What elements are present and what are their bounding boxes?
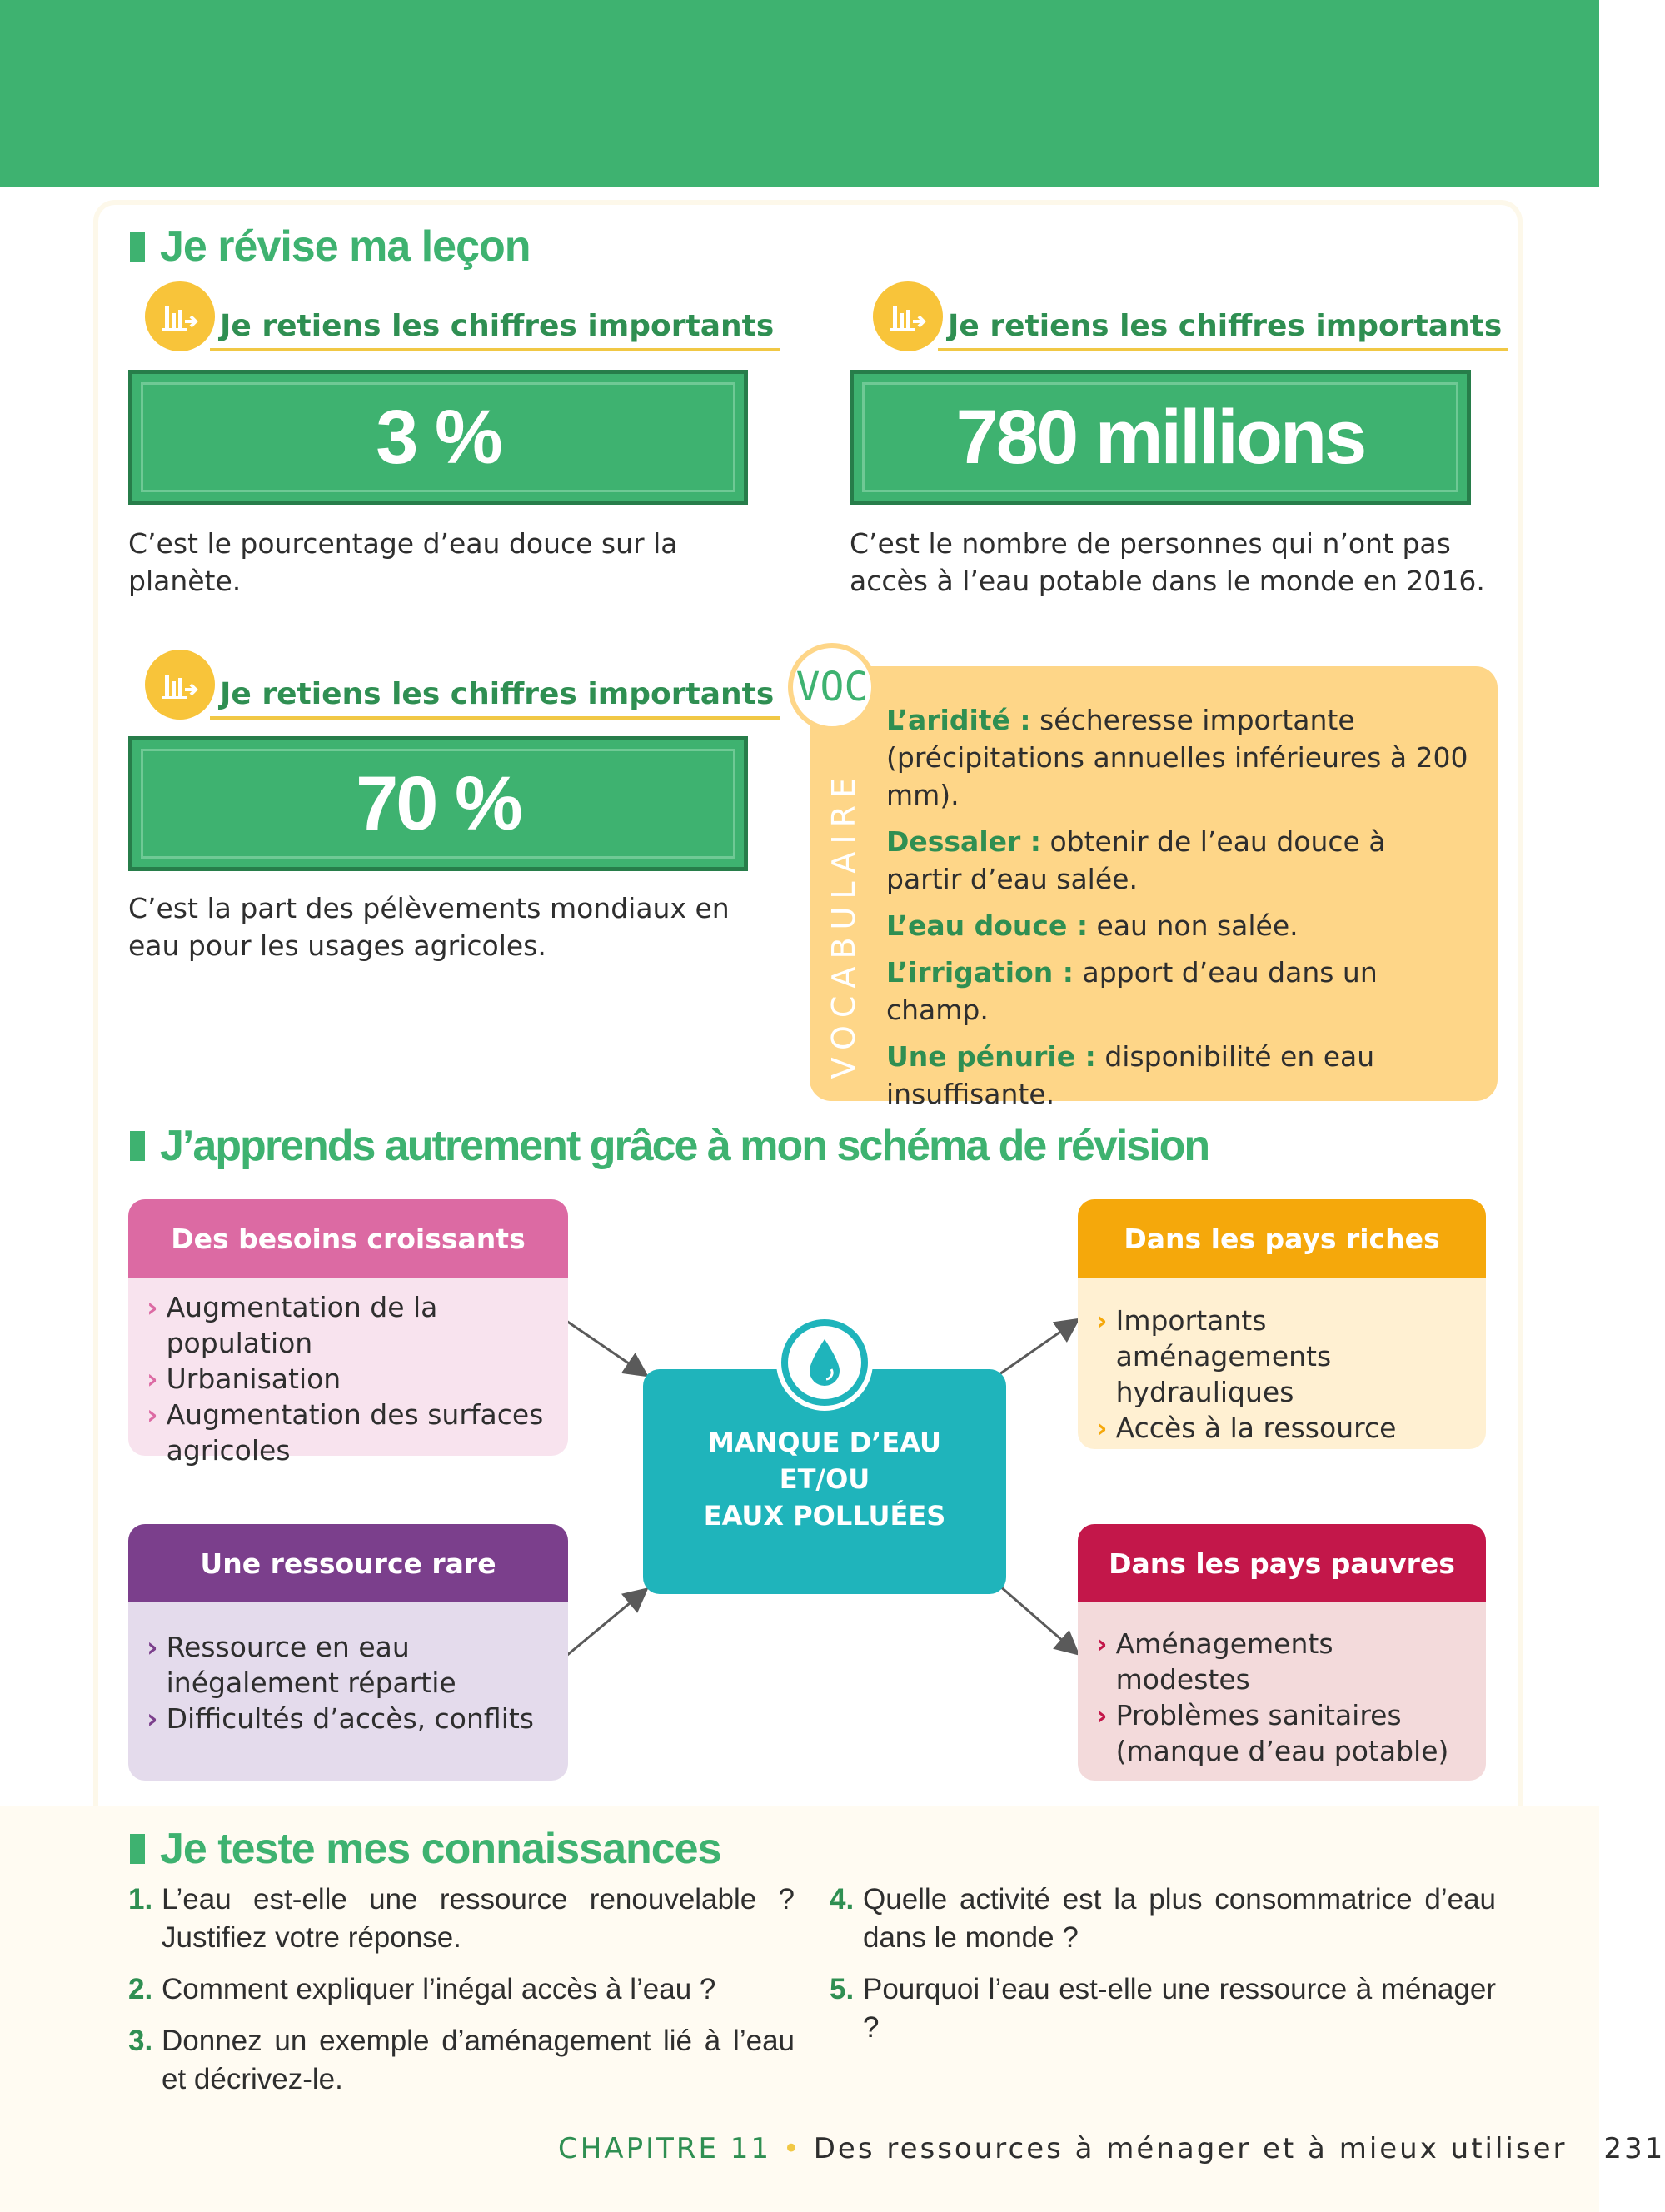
question-text: Quelle activité est la plus consommatrice d’eau dans le monde ? (863, 1883, 1496, 1954)
chevron-right-icon: › (1096, 1699, 1108, 1731)
chevron-right-icon: › (147, 1291, 158, 1323)
question-text: Pourquoi l’eau est-elle une ressource à ménager ? (863, 1973, 1496, 2044)
question-text: Comment expliquer l’inégal accès à l’eau ? (162, 1973, 716, 2005)
vocabulary-definition: disponibilité en eau insuffisante. (886, 1040, 1375, 1110)
figure-caption-2: C’est le nombre de personnes qui n’ont pas accès à l’eau potable dans le monde en 2016. (850, 527, 1485, 597)
card-title: Des besoins croissants (128, 1199, 568, 1278)
card-rich-countries (1078, 1199, 1486, 1449)
question-item (830, 1881, 1496, 1957)
center-line-3: EAUX POLLUÉES (703, 1500, 946, 1532)
figure-caption-3: C’est la part des pélèvements mondiaux en eau pour les usages agricoles. (128, 892, 730, 962)
center-line-1: MANQUE D’EAU (708, 1427, 941, 1458)
question-number: 5. (830, 1973, 855, 2005)
questions-right-column (830, 1881, 1496, 2060)
chevron-right-icon: › (147, 1631, 158, 1663)
list-item-text: Importants aménagements hydrauliques (1115, 1304, 1332, 1408)
list-item (1096, 1697, 1469, 1769)
page-number: 231 (1603, 2132, 1665, 2165)
list-item-text: Augmentation des surfaces agricoles (166, 1398, 544, 1467)
bar-chart-arrow-icon (873, 281, 943, 351)
question-item (830, 1970, 1496, 2047)
list-item (1096, 1626, 1469, 1697)
arrow-rare-to-center (566, 1591, 645, 1656)
question-number: 2. (128, 1973, 153, 2005)
figure-value-2: 780 millions (862, 382, 1458, 492)
card-title: Dans les pays pauvres (1078, 1524, 1486, 1602)
vocabulary-definition: sécheresse importante (précipitations annuelles inférieures à 200 mm). (886, 704, 1468, 811)
list-item (1096, 1303, 1469, 1410)
section-title-text: J’apprends autrement grâce à mon schéma de révision (160, 1122, 1209, 1170)
list-item-text: Accès à la ressource (1115, 1412, 1397, 1444)
list-item-text: Augmentation de la population (166, 1291, 438, 1359)
water-drop-badge (776, 1314, 873, 1411)
question-number: 1. (128, 1883, 153, 1916)
chevron-right-icon: › (147, 1398, 158, 1431)
card-rare-resource (128, 1524, 568, 1781)
figure-label-3: Je retiens les chiffres importants (210, 677, 780, 720)
questions-left-column (128, 1881, 795, 2112)
list-item (147, 1397, 551, 1468)
question-number: 3. (128, 2025, 153, 2057)
water-drop-icon (788, 1326, 861, 1399)
figure-label-2: Je retiens les chiffres importants (938, 309, 1508, 351)
vocabulary-term: Dessaler : (886, 825, 1041, 858)
arrow-center-to-poor (999, 1586, 1076, 1652)
footer-chapter: CHAPITRE 11 (558, 2132, 772, 2165)
chevron-right-icon: › (147, 1702, 158, 1735)
vocabulary-definition: eau non salée. (1096, 909, 1299, 942)
figure-value-1: 3 % (141, 382, 735, 492)
section-title-text: Je teste mes connaissances (160, 1825, 721, 1873)
voc-badge-text: VOC (795, 664, 869, 710)
vocabulary-vertical-text: VOCABULAIRE (825, 770, 862, 1079)
figure-label-1: Je retiens les chiffres importants (210, 309, 780, 351)
card-list (128, 1602, 568, 1736)
footer-chapter-title: Des ressources à ménager et à mieux utiliser (813, 2132, 1568, 2165)
section-title-test (130, 1824, 721, 1874)
section-marker-icon (130, 1834, 145, 1864)
list-item-text: Problèmes sanitaires (manque d’eau potable) (1115, 1699, 1449, 1767)
chevron-right-icon: › (1096, 1627, 1108, 1660)
chevron-right-icon: › (1096, 1304, 1108, 1337)
vocabulary-definition: obtenir de l’eau douce à partir d’eau salée. (886, 825, 1386, 895)
question-text: Donnez un exemple d’aménagement lié à l’eau et décrivez-le. (162, 2025, 795, 2095)
chevron-right-icon: › (1096, 1412, 1108, 1444)
arrow-center-to-rich (999, 1321, 1076, 1374)
vocabulary-definition: apport d’eau dans un champ. (886, 956, 1378, 1026)
center-line-2: ET/OU (779, 1463, 870, 1495)
figure-value-3: 70 % (141, 749, 735, 859)
card-title: Une ressource rare (128, 1524, 568, 1602)
page-footer (558, 2132, 1665, 2165)
question-text: L’eau est-elle une ressource renouvelable ? Justifiez votre réponse. (162, 1883, 795, 1954)
card-list (1078, 1278, 1486, 1446)
question-item (128, 2022, 795, 2099)
card-growing-needs (128, 1199, 568, 1467)
card-list (1078, 1602, 1486, 1769)
list-item-text: Urbanisation (166, 1363, 341, 1395)
question-item (128, 1881, 795, 1957)
bar-chart-arrow-icon (145, 281, 215, 351)
center-box-text (643, 1424, 1006, 1534)
card-poor-countries (1078, 1524, 1486, 1781)
vocabulary-term: L’irrigation : (886, 956, 1074, 989)
vocabulary-term: L’aridité : (886, 704, 1031, 736)
vocabulary-term: Une pénurie : (886, 1040, 1096, 1073)
chevron-right-icon: › (147, 1363, 158, 1395)
arrow-needs-to-center (566, 1321, 645, 1374)
figure-caption-1: C’est le pourcentage d’eau douce sur la planète. (128, 527, 678, 597)
list-item-text: Aménagements modestes (1115, 1627, 1333, 1696)
list-item (147, 1361, 551, 1397)
list-item (147, 1701, 551, 1736)
list-item-text: Ressource en eau inégalement répartie (166, 1631, 456, 1699)
section-title-text: Je révise ma leçon (160, 222, 531, 271)
card-title: Dans les pays riches (1078, 1199, 1486, 1278)
question-item (128, 1970, 795, 2009)
list-item (147, 1289, 551, 1361)
list-item (147, 1629, 551, 1701)
bar-chart-arrow-icon (145, 650, 215, 720)
list-item (1096, 1410, 1469, 1446)
card-list (128, 1278, 568, 1468)
footer-separator: • (782, 2132, 802, 2165)
question-number: 4. (830, 1883, 855, 1916)
list-item-text: Difficultés d’accès, conflits (166, 1702, 535, 1735)
vocabulary-term: L’eau douce : (886, 909, 1089, 942)
